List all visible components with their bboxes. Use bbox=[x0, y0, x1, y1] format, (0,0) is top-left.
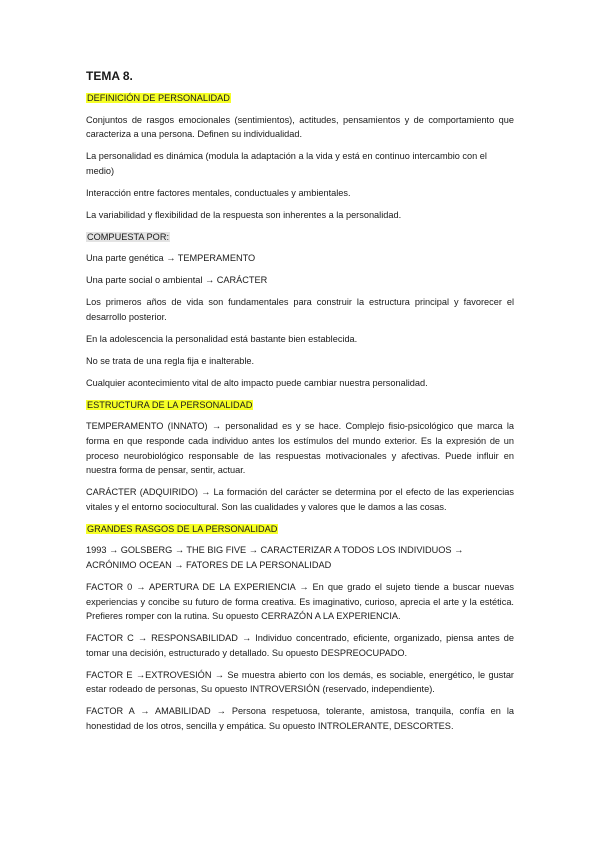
paragraph: Conjuntos de rasgos emocionales (sentimientos), actitudes, pensamientos y de comportamiento que caracteriza a una persona. Definen su individualidad. bbox=[86, 114, 514, 140]
heading-compuesta bbox=[86, 230, 514, 245]
paragraph: Una parte social o ambiental → CARÁCTER bbox=[86, 275, 268, 286]
paragraph: La variabilidad y flexibilidad de la respuesta son inherentes a la personalidad. bbox=[86, 209, 402, 220]
heading-rasgos-text: GRANDES RASGOS DE LA PERSONALIDAD bbox=[87, 523, 278, 534]
document-page bbox=[86, 68, 514, 741]
heading-estructura bbox=[86, 398, 514, 413]
paragraph: No se trata de una regla fija e inalterable. bbox=[86, 355, 255, 366]
paragraph: FACTOR 0 → APERTURA DE LA EXPERIENCIA → En que grado el sujeto tiende a buscar nuevas experiencias y concibe su futuro de forma creativa. Es imaginativo, curioso, aprecia el arte y la estética. Prefieres romper con la rutina. Su opuesto CERRAZÓN A LA EXPERIENCIA. bbox=[86, 581, 514, 622]
paragraph: FACTOR C → RESPONSABILIDAD → Individuo concentrado, eficiente, organizado, piensa antes de tomar una decisión, estructurado y detallado. Su opuesto DESPREOCUPADO. bbox=[86, 633, 514, 658]
heading-compuesta-text: COMPUESTA POR: bbox=[87, 231, 170, 242]
heading-definicion bbox=[86, 91, 514, 106]
paragraph: FACTOR A → AMABILIDAD → Persona respetuosa, tolerante, amistosa, tranquila, confía en la honestidad de los otros, sencilla y empática. Su opuesto INTROLERANTE, DESCORTES. bbox=[86, 706, 514, 731]
heading-definicion-text: DEFINICIÓN DE PERSONALIDAD bbox=[87, 93, 230, 103]
paragraph: Los primeros años de vida son fundamentales para construir la estructura principal y favorecer el desarrollo posterior. bbox=[86, 297, 514, 322]
paragraph: FACTOR E →EXTROVESIÓN → Se muestra abierto con los demás, es sociable, energético, le gustar estar rodeado de personas, Su opuesto INTROVERSIÓN (reservado, independiente). bbox=[86, 669, 514, 695]
paragraph: En la adolescencia la personalidad está bastante bien establecida. bbox=[86, 333, 358, 344]
page-title: TEMA 8. bbox=[86, 69, 133, 83]
paragraph: 1993 → GOLSBERG → THE BIG FIVE → CARACTERIZAR A TODOS LOS INDIVIDUOS → ACRÓNIMO OCEAN → FATORES DE LA PERSONALIDAD bbox=[86, 545, 464, 570]
heading-estructura-text: ESTRUCTURA DE LA PERSONALIDAD bbox=[87, 399, 253, 410]
paragraph: TEMPERAMENTO (INNATO) → personalidad es y se hace. Complejo fisio-psicológico que marca la forma en que responde cada individuo antes los estímulos del mundo exterior. Es la expresión de un proceso neurobiológico responsable de las respuestas motivacionales y afectivas. Puede influir en nuestra forma de pensar, sentir, actuar. bbox=[86, 421, 514, 476]
paragraph: Cualquier acontecimiento vital de alto impacto puede cambiar nuestra personalidad. bbox=[86, 377, 428, 388]
paragraph: La personalidad es dinámica (modula la adaptación a la vida y está en continuo intercambio con el medio) bbox=[86, 151, 487, 176]
paragraph: Una parte genética → TEMPERAMENTO bbox=[86, 253, 256, 264]
heading-rasgos bbox=[86, 522, 514, 537]
paragraph: Interacción entre factores mentales, conductuales y ambientales. bbox=[86, 187, 351, 198]
paragraph: CARÁCTER (ADQUIRIDO) → La formación del carácter se determina por el efecto de las experiencias vitales y el entorno sociocultural. Son las cualidades y valores que le damos a las cosas. bbox=[86, 487, 514, 512]
